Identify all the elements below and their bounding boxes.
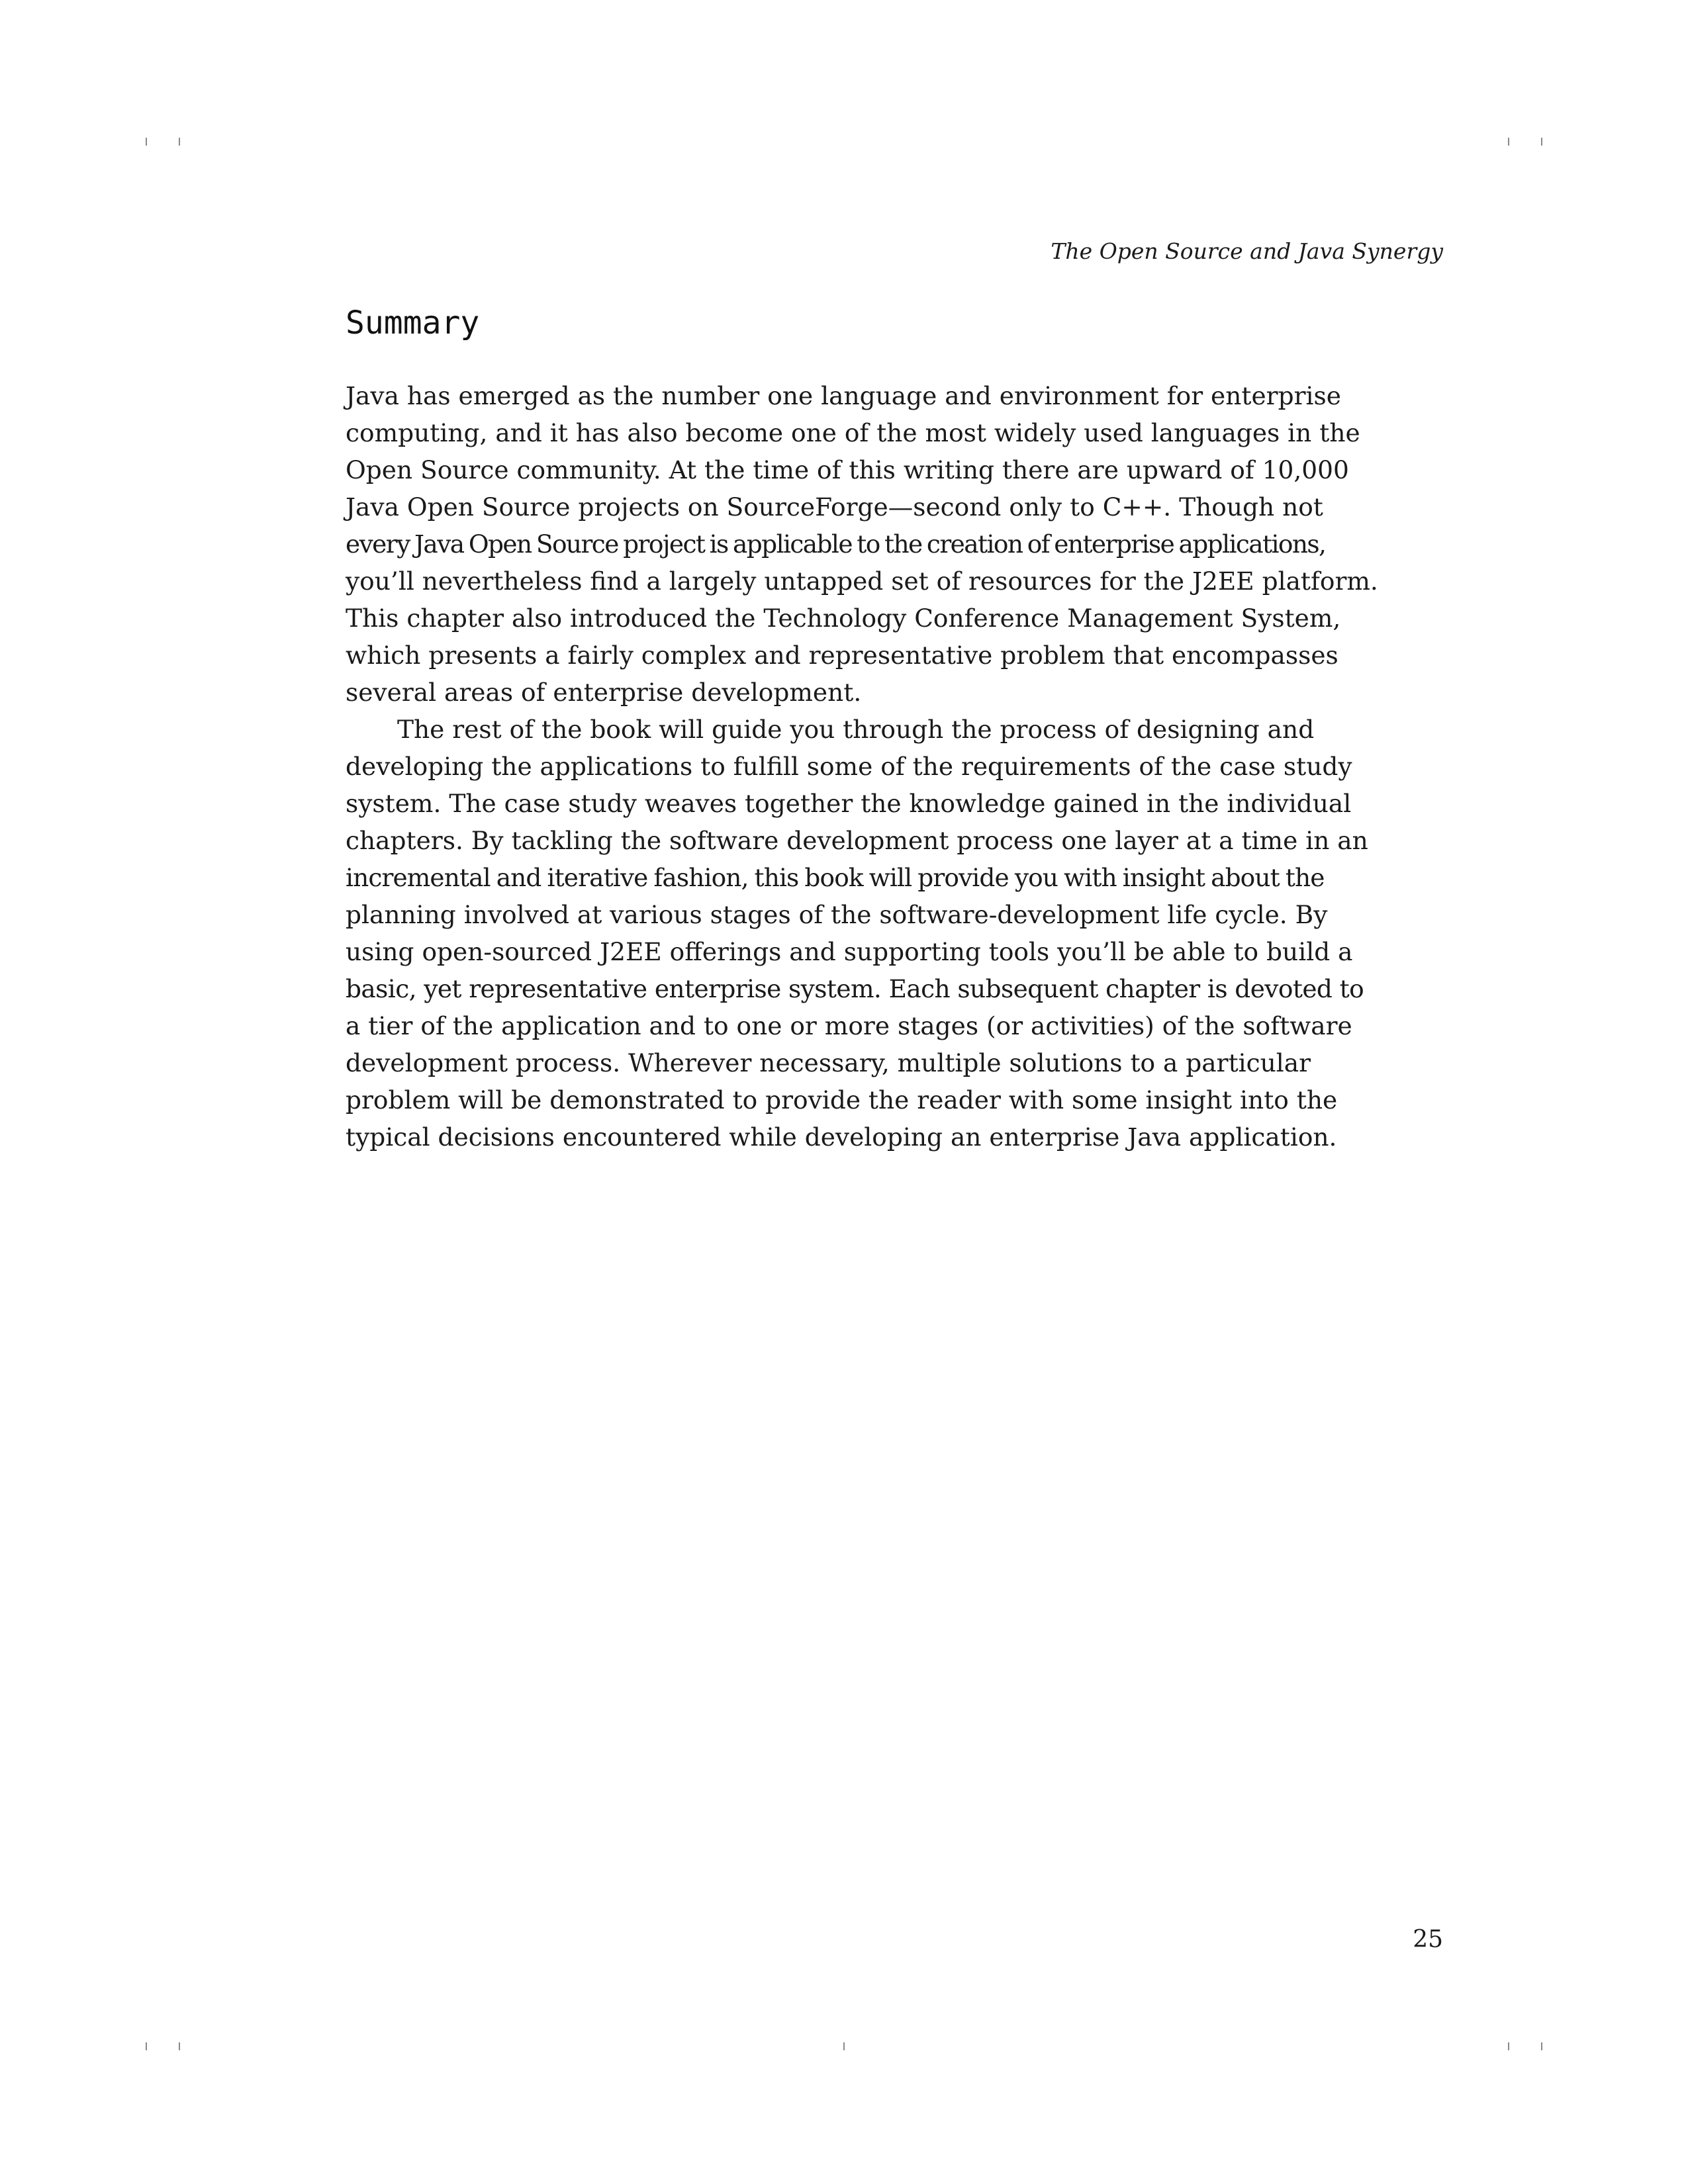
- text-line: development process. Wherever necessary, multiple solutions to a particular: [346, 1048, 1311, 1077]
- crop-mark-bottom-center: [843, 2042, 845, 2050]
- text-line: which presents a fairly complex and representative problem that encompasses: [346, 641, 1338, 670]
- text-line: Java Open Source projects on SourceForge—second only to C++. Though not: [346, 492, 1323, 522]
- text-line: a tier of the application and to one or more stages (or activities) of the software: [346, 1011, 1352, 1040]
- text-line: Java has emerged as the number one language and environment for enterprise: [346, 381, 1341, 410]
- text-line: system. The case study weaves together the knowledge gained in the individual: [346, 789, 1352, 818]
- paragraph-2: [346, 711, 1368, 1156]
- body-text: [346, 377, 1378, 1156]
- text-line: problem will be demonstrated to provide the reader with some insight into the: [346, 1085, 1338, 1115]
- crop-mark-bottom-right-2: [1541, 2042, 1542, 2050]
- paragraph-1: [346, 377, 1378, 711]
- text-line: using open-sourced J2EE offerings and supporting tools you’ll be able to build a: [346, 937, 1353, 966]
- text-line: The rest of the book will guide you through the process of designing and: [397, 715, 1315, 744]
- running-header: The Open Source and Java Synergy: [1051, 238, 1443, 264]
- crop-mark-top-left-2: [179, 138, 180, 146]
- text-line: typical decisions encountered while developing an enterprise Java application.: [346, 1122, 1337, 1152]
- text-line: Open Source community. At the time of this writing there are upward of 10,000: [346, 455, 1349, 484]
- crop-mark-bottom-left-2: [179, 2042, 180, 2050]
- text-line: planning involved at various stages of the software-development life cycle. By: [346, 900, 1328, 929]
- text-line: incremental and iterative fashion, this book will provide you with insight about the: [346, 863, 1325, 892]
- crop-mark-top-right-2: [1541, 138, 1542, 146]
- section-heading: Summary: [346, 304, 480, 341]
- text-line: computing, and it has also become one of the most widely used languages in the: [346, 418, 1360, 447]
- text-line: chapters. By tackling the software development process one layer at a time in an: [346, 826, 1368, 855]
- text-line: developing the applications to fulfill some of the requirements of the case study: [346, 752, 1352, 781]
- crop-mark-bottom-left-1: [146, 2042, 147, 2050]
- text-line: you’ll nevertheless find a largely untapped set of resources for the J2EE platform.: [346, 567, 1378, 596]
- crop-mark-top-left-1: [146, 138, 147, 146]
- text-line: several areas of enterprise development.: [346, 678, 862, 707]
- text-line: basic, yet representative enterprise system. Each subsequent chapter is devoted to: [346, 974, 1364, 1003]
- crop-mark-bottom-right-1: [1508, 2042, 1509, 2050]
- page-number: 25: [1413, 1926, 1443, 1953]
- crop-mark-top-right-1: [1508, 138, 1509, 146]
- text-line: This chapter also introduced the Technology Conference Management System,: [346, 604, 1341, 633]
- text-line: every Java Open Source project is applicable to the creation of enterprise applications,: [346, 529, 1326, 559]
